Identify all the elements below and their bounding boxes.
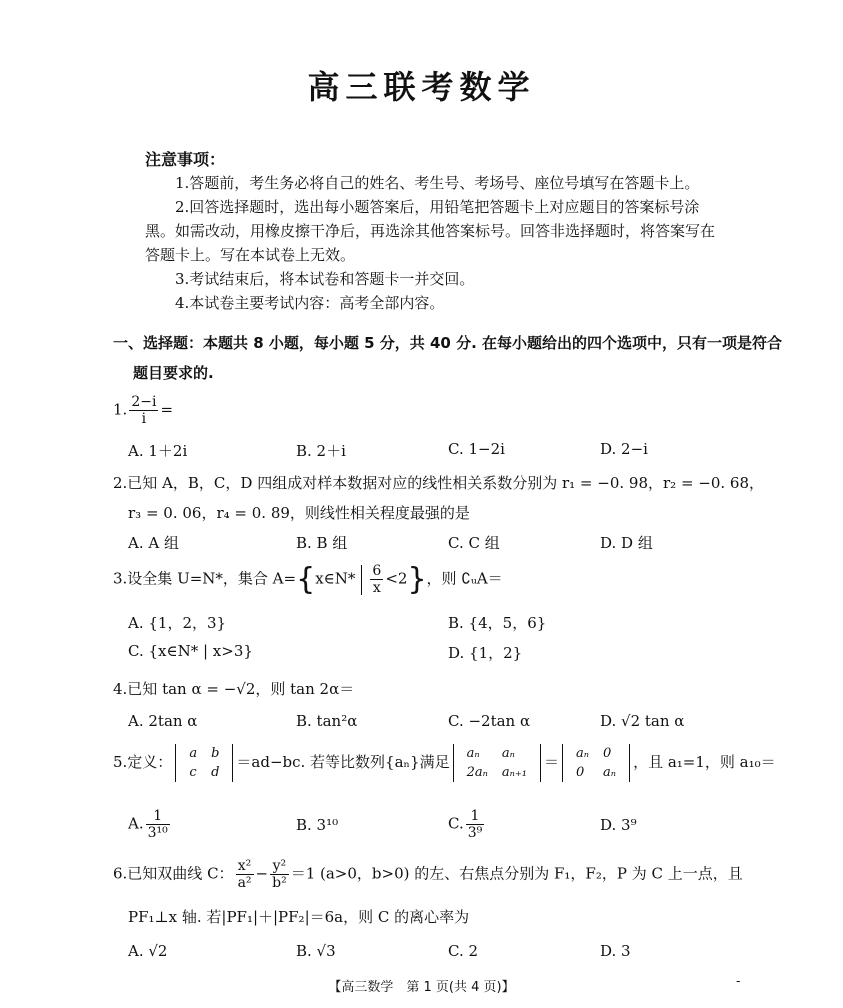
- question-1: 1. $\frac{2-i}{i}$ =: [113, 394, 174, 427]
- page-footer: 【高三数学 第 1 页(共 4 页)】: [328, 980, 515, 995]
- corner-mark: -: [736, 974, 741, 989]
- question-3: 3.设全集 U=N*，集合 A={x∈N* $\frac{6}{x}$ <2}，则 ∁ᵤA＝: [113, 562, 503, 597]
- q4-option-a: A. 2tan α: [128, 712, 198, 730]
- q6-option-a: A. √2: [128, 942, 168, 960]
- q1-option-c: C. 1−2i: [448, 440, 505, 458]
- q3-option-c: C. {x∈N* | x>3}: [128, 642, 253, 660]
- q5-determinant-abcd: a b c d: [175, 744, 233, 782]
- q2-option-c: C. C 组: [448, 534, 500, 552]
- question-5: 5.定义： a b c d ＝ad−bc. 若等比数列{aₙ}满足 aₙ aₙ 2aₙ aₙ₊₁ ＝ aₙ 0 0 aₙ ，且 a₁=1，则 a₁₀＝: [113, 746, 776, 780]
- q2-option-b: B. B 组: [296, 534, 348, 552]
- notice-line-2b: 黑。如需改动，用橡皮擦干净后，再选涂其他答案标号。回答非选择题时，将答案写在: [145, 222, 716, 240]
- q1-option-a: A. 1＋2i: [128, 442, 188, 460]
- notice-heading: 注意事项：: [145, 150, 226, 169]
- notice-line-4: 4.本试卷主要考试内容：高考全部内容。: [175, 294, 445, 312]
- q5-option-d: D. 3⁹: [600, 816, 637, 834]
- q4-option-c: C. −2tan α: [448, 712, 531, 730]
- q5-option-b: B. 3¹⁰: [296, 816, 339, 834]
- q5-determinant-left: aₙ aₙ 2aₙ aₙ₊₁: [453, 744, 541, 782]
- question-4: 4.已知 tan α = −√2，则 tan 2α＝: [113, 680, 355, 698]
- q3-option-a: A. {1，2，3}: [128, 614, 227, 632]
- question-2-line-1: 2.已知 A，B，C，D 四组成对样本数据对应的线性相关系数分别为 r₁ = −0. 98，r₂ = −0. 68，: [113, 474, 765, 492]
- q5-option-c: C. $\frac{1}{\text{3⁹}}$: [448, 808, 483, 841]
- q2-option-d: D. D 组: [600, 534, 653, 552]
- q3-option-d: D. {1，2}: [448, 644, 523, 662]
- q3-fraction: $\frac{6}{x}$: [372, 563, 382, 596]
- question-6-line-1: 6.已知双曲线 C： $\frac{\text{x²}}{\text{a²}}$ − $\frac{\text{y²}}{\text{b²}}$ ＝1 (a>0，b>0) 的左、右焦点分别为 F₁，F₂，P 为 C 上一点，且: [113, 858, 743, 891]
- q1-number: 1.: [113, 400, 128, 419]
- notice-line-2a: 2.回答选择题时，选出每小题答案后，用铅笔把答题卡上对应题目的答案标号涂: [175, 198, 700, 216]
- q4-option-b: B. tan²α: [296, 712, 358, 730]
- q6-option-c: C. 2: [448, 942, 479, 960]
- question-2-line-2: r₃ = 0. 06，r₄ = 0. 89，则线性相关程度最强的是: [128, 504, 470, 522]
- question-6-line-2: PF₁⊥x 轴. 若|PF₁|＋|PF₂|＝6a，则 C 的离心率为: [128, 908, 470, 926]
- notice-line-2c: 答题卡上。写在本试卷上无效。: [145, 246, 356, 264]
- notice-line-3: 3.考试结束后，将本试卷和答题卡一并交回。: [175, 270, 475, 288]
- page-title: 高三联考数学: [307, 68, 536, 106]
- q3-option-b: B. {4，5，6}: [448, 614, 547, 632]
- section-heading-line-2: 题目要求的.: [133, 364, 214, 382]
- notice-line-1: 1.答题前，考生务必将自己的姓名、考生号、考场号、座位号填写在答题卡上。: [175, 174, 700, 192]
- section-heading-line-1: 一、选择题：本题共 8 小题，每小题 5 分，共 40 分. 在每小题给出的四个选项中，只有一项是符合: [113, 334, 783, 352]
- q5-option-a: A. $\frac{1}{\text{3¹⁰}}$: [128, 808, 168, 841]
- q1-fraction: $\frac{2-i}{i}$: [131, 394, 157, 427]
- q2-option-a: A. A 组: [128, 534, 179, 552]
- q6-option-d: D. 3: [600, 942, 631, 960]
- q6-option-b: B. √3: [296, 942, 336, 960]
- q4-option-d: D. √2 tan α: [600, 712, 685, 730]
- q5-determinant-right: aₙ 0 0 aₙ: [562, 744, 630, 782]
- q1-option-d: D. 2−i: [600, 440, 648, 458]
- q1-option-b: B. 2＋i: [296, 442, 346, 460]
